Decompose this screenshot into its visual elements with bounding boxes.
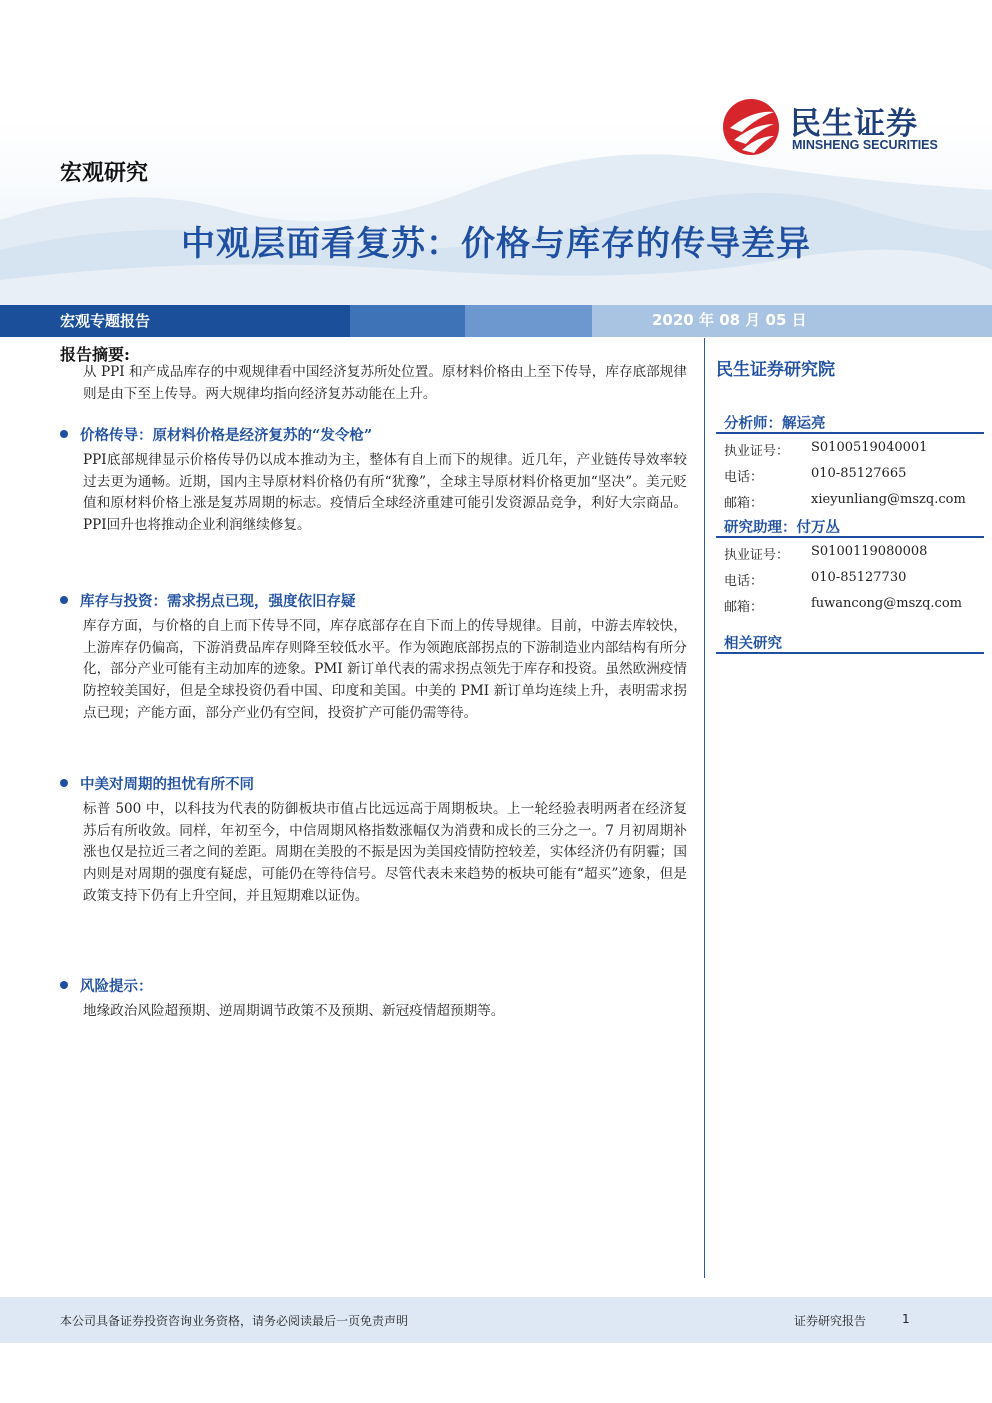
- summary-intro: 从 PPI 和产成品库存的中观规律看中国经济复苏所处位置。原材料价格由上至下传导，库存底部规律则是由下至上传导。两大规律均指向经济复苏动能在上升。: [83, 364, 687, 402]
- section-body-price: PPI底部规律显示价格传导仍以成本推动为主，整体有自上而下的规律。近几年，产业链传导效率较过去更为通畅。近期，国内主导原材料价格仍有所“犹豫”，全球主导原材料价格更加“坚决”。美元贬值和原材料价格上涨是复苏周期的标志。疫情后全球经济重建可能引发资源品竞争，利好大宗商品。PPI回升也将推动企业利润继续修复。: [83, 452, 687, 534]
- report-date: 2020 年 08 月 05 日: [652, 311, 807, 329]
- assistant-phone: 电话： 010-85127730: [724, 570, 907, 589]
- report-title: 中观层面看复苏：价格与库存的传导差异: [181, 224, 811, 264]
- sidebar-institute: 民生证券研究院: [716, 360, 835, 380]
- analyst-phone: 电话： 010-85127665: [724, 466, 907, 485]
- footer-doc-type: 证券研究报告: [794, 1314, 867, 1328]
- bullet-icon: [60, 779, 68, 787]
- section-body-cycle: 标普 500 中，以科技为代表的防御板块市值占比远远高于周期板块。上一轮经验表明两者在经济复苏后有所收敛。同样，年初至今，中信周期风格指数涨幅仅为消费和成长的三分之一。7 月初周期补涨也仅是拉近三者之间的差距。周期在美股的不振是因为美国疫情防控较差，实体经济仍有阴霾；国内则是对周期的强度有疑虑，可能仍在等待信号。尽管代表未来趋势的板块可能有“超买”迹象，但是政策支持下仍有上升空间，并且短期难以证伪。: [83, 801, 687, 904]
- footer-disclaimer: 本公司具备证券投资咨询业务资格，请务必阅读最后一页免责声明: [60, 1314, 409, 1328]
- section-body-inventory: 库存方面，与价格的自上而下传导不同，库存底部存在自下而上的传导规律。目前，中游去库较快，上游库存仍偏高，下游消费品库存则降至较低水平。作为领跑底部拐点的下游制造业内部结构有所分化，部分产业可能有主动加库的迹象。PMI 新订单代表的需求拐点领先于库存和投资。虽然欧洲疫情防控较美国好，但是全球投资仍看中国、印度和美国。中美的 PMI 新订单均连续上升，表明需求拐点已现；产能方面，部分产业仍有空间，投资扩产可能仍需等待。: [83, 618, 687, 721]
- analyst-heading: 分析师：解运亮: [724, 415, 826, 432]
- bullet-icon: [60, 596, 68, 604]
- bullet-icon: [60, 430, 68, 438]
- assistant-rule: [716, 536, 984, 538]
- section-heading-inventory: 库存与投资：需求拐点已现，强度依旧存疑: [60, 590, 356, 611]
- section-body-risk: 地缘政治风险超预期、逆周期调节政策不及预期、新冠疫情超预期等。: [83, 1003, 505, 1019]
- brand-name-cn: 民生证券: [790, 106, 918, 142]
- summary-intro-block: [83, 362, 687, 405]
- brand-logo: [722, 98, 952, 158]
- assistant-email[interactable]: 邮箱： fuwancong@mszq.com: [724, 596, 962, 615]
- related-research-heading: 相关研究: [724, 635, 782, 652]
- assistant-heading: 研究助理：付万丛: [724, 519, 840, 536]
- minsheng-logo-icon: [722, 98, 780, 156]
- assistant-license: 执业证号： S0100119080008: [724, 544, 928, 563]
- section-heading-price: 价格传导：原材料价格是经济复苏的“发令枪”: [60, 424, 372, 445]
- analyst-email[interactable]: 邮箱： xieyunliang@mszq.com: [724, 492, 966, 511]
- report-category: 宏观研究: [60, 161, 149, 186]
- brand-name-en: MINSHENG SECURITIES: [792, 138, 938, 152]
- analyst-rule: [716, 432, 984, 434]
- sidebar-divider: [704, 338, 705, 1278]
- bullet-icon: [60, 981, 68, 989]
- section-heading-cycle: 中美对周期的担忧有所不同: [60, 773, 254, 794]
- analyst-license: 执业证号： S0100519040001: [724, 440, 928, 459]
- report-type-label: 宏观专题报告: [60, 312, 151, 330]
- summary-label: 报告摘要:: [60, 345, 130, 364]
- section-heading-risk: 风险提示：: [60, 975, 153, 996]
- page-number: 1: [902, 1312, 910, 1326]
- related-rule: [716, 652, 984, 654]
